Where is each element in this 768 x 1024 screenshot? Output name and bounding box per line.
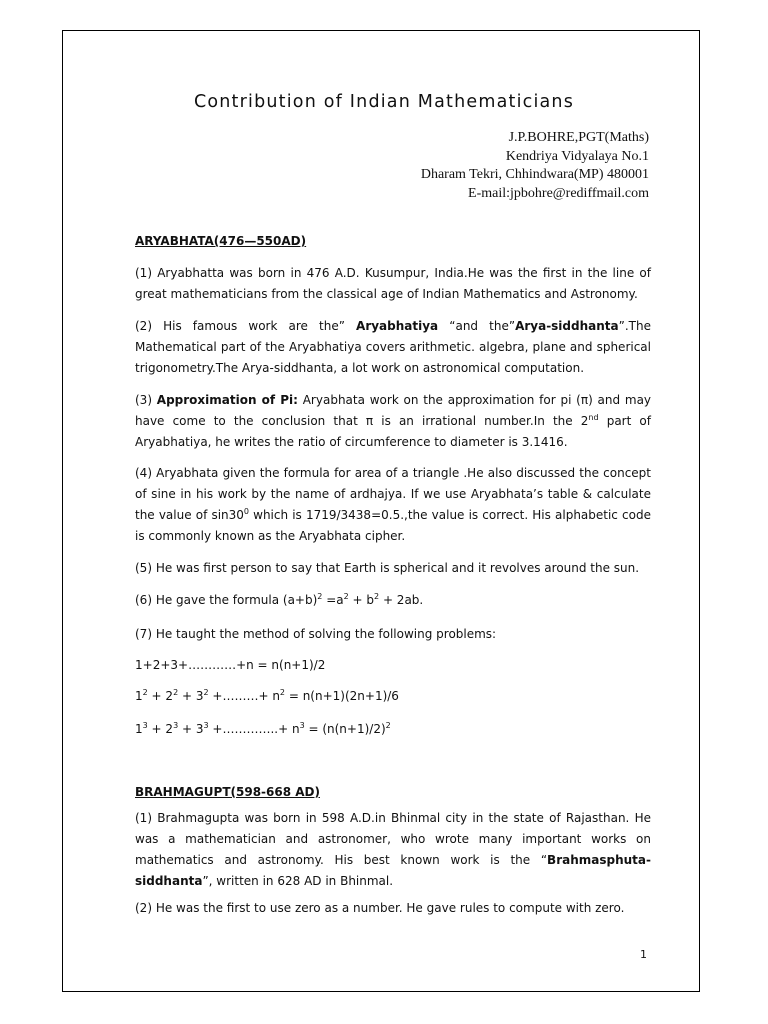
formula-sum-cubes: $1^3 + 2^3 + 3^3$ +…………..+ $n^3 = (n(n+1)/2)^2$ bbox=[135, 721, 391, 736]
aryabhata-para-3: (3) Approximation of Pi: Aryabhata work on the approximation for pi (π) and may have come to the conclusion that π is an irrational number.In the 2nd part of Aryabhatiya, he writes the ratio of circumference to diameter is 3.1416. bbox=[135, 393, 652, 449]
brahmagupt-para-2: (2) He was the first to use zero as a number. He gave rules to compute with zero. bbox=[135, 901, 625, 915]
author-name: J.P.BOHRE,PGT(Maths) bbox=[508, 130, 649, 145]
page-title: Contribution of Indian Mathematicians bbox=[193, 92, 575, 112]
author-address: Dharam Tekri, Chhindwara(MP) 480001 bbox=[420, 167, 649, 183]
author-email: E-mail:jpbohre@rediffmail.com bbox=[468, 185, 649, 201]
formula-sum-squares: $1^2 + 2^2 + 3^2$ +………+ $n^2 = n(n+1)(2n+1)/6$ bbox=[135, 688, 399, 703]
aryabhata-para-1: (1) Aryabhatta was born in 476 A.D. Kusumpur, India.He was the first in the line of great mathematicians from the classical age of Indian Mathematics and Astronomy. bbox=[135, 266, 651, 301]
author-school: Kendriya Vidyalaya No.1 bbox=[505, 148, 649, 164]
brahmagupt-heading: BRAHMAGUPT(598-668 AD) bbox=[135, 785, 320, 799]
formula-sum-n: 1+2+3+…………+n = n(n+1)/2 bbox=[135, 658, 326, 672]
aryabhata-heading: ARYABHATA(476—550AD) bbox=[135, 234, 307, 248]
aryabhata-para-2: (2) His famous work are the” Aryabhatiya “and the”Arya-siddhanta”.The Mathematical part of the Aryabhatiya covers arithmetic. algebra, plane and spherical trigonometry.The Arya-siddhanta, a lot work on astronomical computation. bbox=[135, 319, 651, 375]
aryabhata-para-7: (7) He taught the method of solving the following problems: bbox=[135, 627, 497, 641]
aryabhata-para-5: (5) He was first person to say that Earth is spherical and it revolves around the sun. bbox=[135, 561, 640, 575]
aryabhata-para-6: (6) He gave the formula $(a+b)^2 =a^2 + b^2 + 2ab$. bbox=[135, 592, 424, 607]
brahmagupt-para-1: (1) Brahmagupta was born in 598 A.D.in Bhinmal city in the state of Rajasthan. He was a mathematician and astronomer, who wrote many important works on mathematics and astronomy. His best known work is the “Brahmasphuta-siddhanta”, written in 628 AD in Bhinmal. bbox=[135, 811, 651, 888]
author-block bbox=[421, 129, 649, 203]
aryabhata-para-4: (4) Aryabhata given the formula for area of a triangle .He also discussed the concept of sine in his work by the name of ardhajya. If we use Aryabhata’s table & calculate the value of $\sin 30^0$ which is 1719/3438=0.5.,the value is correct. His alphabetic code is commonly known as the Aryabhata cipher. bbox=[135, 466, 651, 543]
page-number: 1 bbox=[640, 948, 647, 961]
